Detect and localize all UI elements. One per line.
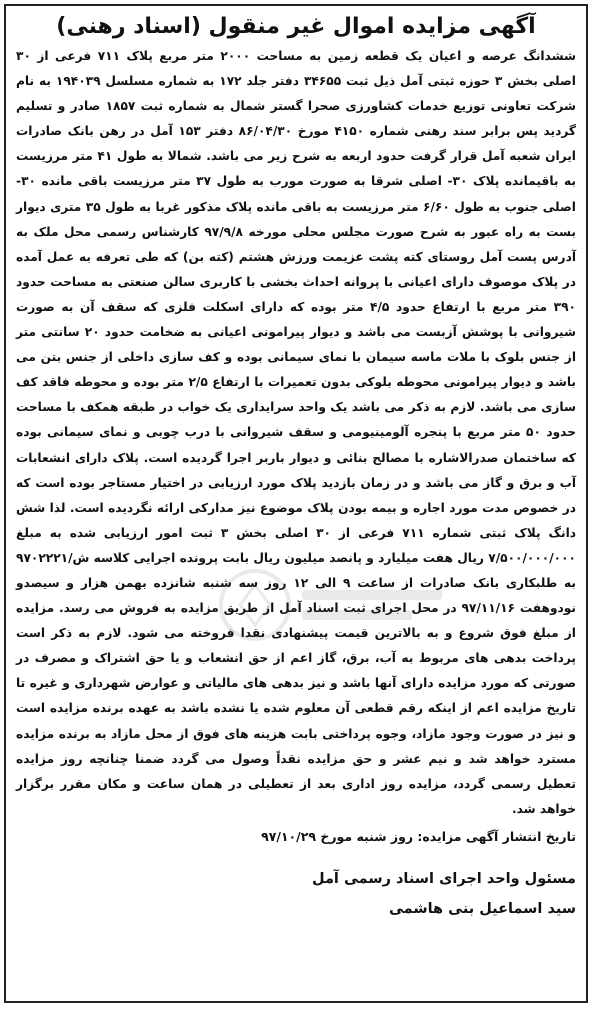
notice-page <box>4 4 588 1003</box>
signature-title: مسئول واحد اجرای اسناد رسمی آمل <box>312 870 576 887</box>
publication-date: تاریخ انتشار آگهی مزایده: روز شنبه مورخ ۹۷/۱۰/۲۹ <box>261 828 576 844</box>
notice-title: آگهی مزایده اموال غیر منقول (اسناد رهنی) <box>56 14 536 39</box>
signature-block <box>16 864 576 924</box>
signature-name: سید اسماعیل بنی هاشمی <box>388 900 576 917</box>
notice-body: ششدانگ عرصه و اعیان یک قطعه زمین به مساحت ۲۰۰۰ متر مربع پلاک ۷۱۱ فرعی از ۳۰ اصلی بخش ۳ حوزه ثبتی آمل ذیل ثبت ۳۴۶۵۵ دفتر جلد ۱۷۲ به شماره مسلسل ۱۹۴۰۳۹ به نام شرکت تعاونی توزیع خدمات کشاورزی صحرا گستر شمال به شماره ثبت ۱۸۵۷ صادر و تسلیم گردید پس برابر سند رهنی شماره ۴۱۵۰ مورخ ۸۶/۰۴/۳۰ دفتر ۱۵۳ آمل در رهن بانک صادرات ایران شعبه آمل قرار گرفت حدود اربعه به شرح زیر می باشد. شمالا به طول ۴۱ متر مرزیست به باقیمانده پلاک ۳۰- اصلی شرقا به صورت مورب به طول ۳۷ متر مرزیست باقی مانده ۳۰- اصلی جنوب به طول ۶/۶۰ متر مرزیست به باقی مانده پلاک مذکور غربا به طول ۳۵ متری دیوار بست به راه عبور به شرح صورت مجلس محلی مورخه ۹۷/۹/۸ کارشناس رسمی محل ملک به آدرس پست آمل روستای کته پشت عزیمت ورزش هشتم (کته بن) که طی تعرفه به عمل آمده در پلاک موصوف دارای اعیانی با پروانه احداث بخشی با کاربری سالن صنعتی به مساحت حدود ۳۹۰ متر مربع با ارتفاع حدود ۴/۵ متر بوده که دارای اسکلت فلزی که سقف آن به صورت شیروانی با پوشش آزبست می باشد و دیوار پیرامونی اعیانی به ضخامت حدود ۲۰ سانتی متر از جنس بلوک با ملات ماسه سیمان با نمای سیمانی بوده و کف سازی داخلی از جنس بتن می باشد و دیوار پیرامونی محوطه بلوکی بدون تعمیرات با ارتفاع ۲/۵ متر بوده و محوطه فاقد کف سازی می باشد. لازم به ذکر می باشد یک واحد سرایداری یک خواب در طبقه همکف با مساحت حدود ۵۰ متر مربع با پنجره آلومینیومی و سقف شیروانی با درب چوبی و نمای سیمانی بوده که ساختمان صدرالاشاره با مصالح بنائی و دیوار باربر اجرا گردیده است. پلاک دارای انشعابات آب و برق و گاز می باشد و در زمان بازدید پلاک مورد ارزیابی در اختیار مستاجر بوده است که در خصوص مدت مورد اجاره و بیمه بودن پلاک موضوع نیز مدارکی ارائه نگردیده است. لذا شش دانگ پلاک ثبتی شماره ۷۱۱ فرعی از ۳۰ اصلی بخش ۳ ثبت امور ارزیابی شده به مبلغ ۷/۵۰۰/۰۰۰/۰۰۰ ریال هفت میلیارد و پانصد میلیون ریال بابت پرونده اجرایی کلاسه ش/۹۷۰۲۲۲۱ به طلبکاری بانک صادرات از ساعت ۹ الی ۱۲ روز سه شنبه شانزده بهمن هزار و سیصدو نودوهفت ۹۷/۱۱/۱۶ در محل اجرای ثبت اسناد آمل از طریق مزایده به فروش می رسد. مزایده از مبلغ فوق شروع و به بالاترین قیمت پیشنهادی نقدا فروخته می شود. لازم به ذکر است پرداخت بدهی های مربوط به آب، برق، گاز اعم از حق انشعاب و یا حق اشتراک و مصرف در صورتی که مورد مزایده دارای آنها باشد و نیز بدهی های مالیاتی و عوارض شهرداری و غیره تا تاریخ مزایده اعم از اینکه رقم قطعی آن معلوم شده یا نشده باشد به عهده برنده مزایده است و نیز در صورت وجود مازاد، وجوه پرداختی بابت هزینه های فوق از محل مازاد به برنده مزایده مسترد خواهد شد و نیم عشر و حق مزایده نقداً وصول می گردد ضمنا چنانچه روز مزایده تعطیل رسمی گردد، مزایده روز اداری بعد از تعطیلی در همان ساعت و مکان مقرر برگزار خواهد شد. <box>16 49 577 816</box>
